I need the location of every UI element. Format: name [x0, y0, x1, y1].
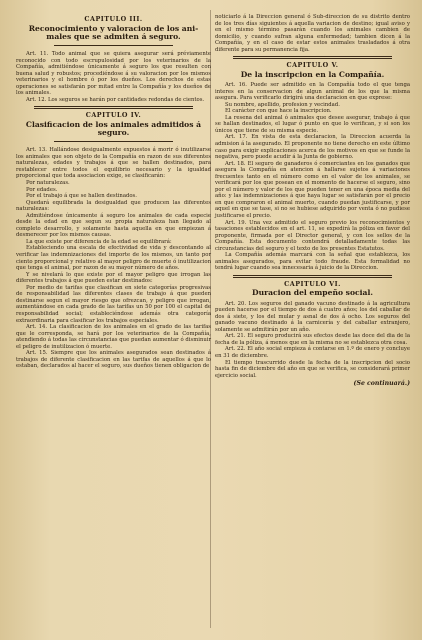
- article-21: Art. 21. El seguro producirá sus efectos desde las doce del dia de la fecha de la póliza, á menos que en la misma no se establezca otra cosa.: [215, 333, 410, 346]
- article-22: Art. 22. El año social empieza á contarse en 1.º de enero y concluye en 31 de diciembre.: [215, 346, 410, 360]
- article-12: Art. 12. Los seguros se harán por cantidades redondas de cientos.: [26, 96, 205, 103]
- paragraph: Por medio de tarifas que clasifican en siete categorías progresivas de responsabilidad las diferentes clases de trabajo á que pueden destinarse segun el mayor riesgo que ofrezcan, y peligro que irrogan, aumentándose en cada grado de las tarifas un 50 por 100 el capital de responsabilidad social; estableciéndose además otra categoría extraordinaria para clasificar los trabajos especiales.: [16, 284, 211, 324]
- article-14: Art. 14. La clasificacion de los animales en el grado de las tarifas que le corresponda, se hará por los veterinarios de la Compañía, atendiendo á todas las circunstancias que puedan aumentar ó disminuir el peligro de inutilizacion ó muerte.: [16, 324, 211, 350]
- paragraph: El tiempo trascurrido desde la fecha de la inscripcion del socio hasta fin de diciembre del año en que se verifica, se considerará primer ejercicio social.: [215, 359, 410, 379]
- article-18: Art. 18. El seguro de ganaderos ó comerciantes en los ganados que asegura la Compañía en atencion á hallarse sujetos á variaciones frecuentes tanto en el número como en el valor de los animales, se verificará por los que posean en el momento de hacerse el seguro, sino por el número y valor de los que pueden tener en una época media del año: y las indemnizaciones á que haya lugar se satisfarán por el precio en que compraron el animal muerto, cuando puedan justificarse, y por aquel en que se tase, si no se hubiese adquirido por venta ó no pudiese justificarse el precio.: [215, 160, 410, 219]
- divider: [233, 275, 392, 278]
- article-17: Art. 17. En vista de esta declaracion, la Direccion acuerda la admision á la asegurado. El proponente no tiene derecho en este último caso para exigir explicaciones acerca de los motivos en que se funde la negativa, pero puede acudir á la Junta de gobierno.: [215, 134, 410, 161]
- chapter-4-heading: CAPITULO IV.: [85, 111, 142, 120]
- chapter-5-title: De la inscripcion en la Compañía.: [240, 69, 385, 79]
- chapter-6-heading: CAPITULO VI.: [284, 279, 341, 288]
- paragraph: Admitiéndose únicamente á seguro los animales de cada especie desde la edad en que segun su propia naturaleza han llegado al completo desarrollo, y solamente hasta aquella en que empiezan á desmerecer por los mismos causas.: [16, 212, 211, 239]
- article-20: Art. 20. Los seguros del ganado vacuno destinado á la agricultura pueden hacerse por el tiempo de dos á cuatro años; los del caballar de dos á siete, y los del mular y asnal de dos á ocho. Los seguros del ganado vacuno destinado á la carnicería y del caballar extranjero, solamente se admitirán por un año.: [215, 300, 410, 333]
- divider: [34, 106, 193, 109]
- article-13: Art. 13. Hallándose desigualmente expuestos á morir ó inutilizarse los animales que son objeto de la Compañía en razon de sus diferentes naturalezas, edades y trabajos á que se hallen destinados, para restablecer entre todos el equilibrio necesario y la igualdad proporcional que toda asociacion exige, se clasificarán:: [16, 147, 211, 180]
- right-column: [215, 14, 410, 388]
- paragraph: Estableciendo una escala de efectividad de vida y descontando al verificar las indemnizaciones del importe de los mismos, un tanto por ciento proporcional y relativo al mayor peligro de muerte ó inutilizacion que tenga el animal, por razon de su mayor número de años.: [16, 245, 211, 272]
- paragraph: Quedará equilibrada la desigualdad que producen las diferentes naturalezas:: [16, 199, 211, 213]
- article-11: Art. 11. Todo animal que se quiera asegurar será préviamente reconocido con todo escrupulosidad por los veterinarios de la Compañía, admitiéndose únicamente á seguro los que resulten con buena salud y robustos; procediéndose á su valoracion por los mismos veterinarios y el hombre ó por los dueños. Los derechos de estas operaciones se satisfarán por mitad entre la Compañía y los dueños de los animales.: [16, 50, 211, 97]
- left-column: [16, 14, 211, 370]
- paragraph: La que existe por diferencia de la edad se equilibrará:: [26, 238, 172, 245]
- list-item: Por edades.: [26, 186, 58, 193]
- list-item: El carácter con que hace la inscripcion.: [225, 108, 332, 115]
- paragraph: Y se nivelará lo que existe por el mayor peligro que irrogan las diferentes trabajos á que pueden estar destinados:: [16, 271, 211, 285]
- chapter-4-title: Clasificacion de los animales admitidos á seguro.: [25, 119, 202, 138]
- chapter-6-title: Duracion del empeño social.: [252, 288, 373, 298]
- paragraph: La resena del animal ó animales que desee asegurar, trabajo á que se hallan destinados, el lugar ó punto en que lo verifican, y si son los únicos que tiene de su misma especie.: [215, 114, 410, 134]
- article-19: Art. 19. Una vez admitido el seguro previo los reconocimientos y tasaciones establecidos en el art. 11, se expedirá la póliza en favor del proponente, firmada por el Director general, y con los sellos de la Compañía. Esta documento contendrá detalladamente todas las circunstancias del seguro y el texto de los presentes Estatutos.: [215, 219, 410, 252]
- divider: [54, 45, 173, 47]
- list-item: Su nombre, apellido, profesion y vecindad.: [225, 101, 340, 108]
- divider: [233, 56, 392, 59]
- article-16: Art. 16. Puede ser admitido en la Compañía todo el que tenga interes en la conservacion de algun animal de los que la misma asegura. Para verificarlo dirigirá una declaracion en que exprese:: [215, 82, 410, 102]
- chapter-3-heading: CAPITULO III.: [84, 15, 143, 23]
- chapter-5-heading: CAPITULO V.: [286, 61, 339, 70]
- paragraph: noticiarlo á la Direccion general ó Sub-direccion de su distrito dentro de los tres días siguientes á aquella variacion de destino; igual aviso y en el mismo término pasarán cuando los animales cambien de domicilio, y cuando sufran alguna enfermedad; tambien dicen á la Compañía, y en el caso de estar estos animales trasladados á otra diferente para su permanencia fija.: [215, 14, 410, 53]
- article-15: Art. 15. Siempre que los animales asegurados sean destinados á trabajos de diferente clasificacion en las tarifas de aquellos á que lo estaban, declarados al hacer el seguro, sus dueños tienen obligacion de: [16, 350, 211, 370]
- list-item: Por naturalezas.: [26, 180, 70, 187]
- continued-note: (Se continuará.): [353, 380, 410, 388]
- divider: [54, 141, 173, 143]
- chapter-3-title: Reconocimiento y valoracion de los ani- males que se admiten á seguro.: [28, 23, 199, 41]
- list-item: Por el trabajo á que se hallen destinados.: [26, 193, 137, 200]
- paragraph: La Compañía además marcará con la señal que establezca, los animales asegurados, para evitar todo fraude. Esta formalidad no tendrá lugar cuando sea innecesaria á juicio de la Direccion.: [215, 252, 410, 272]
